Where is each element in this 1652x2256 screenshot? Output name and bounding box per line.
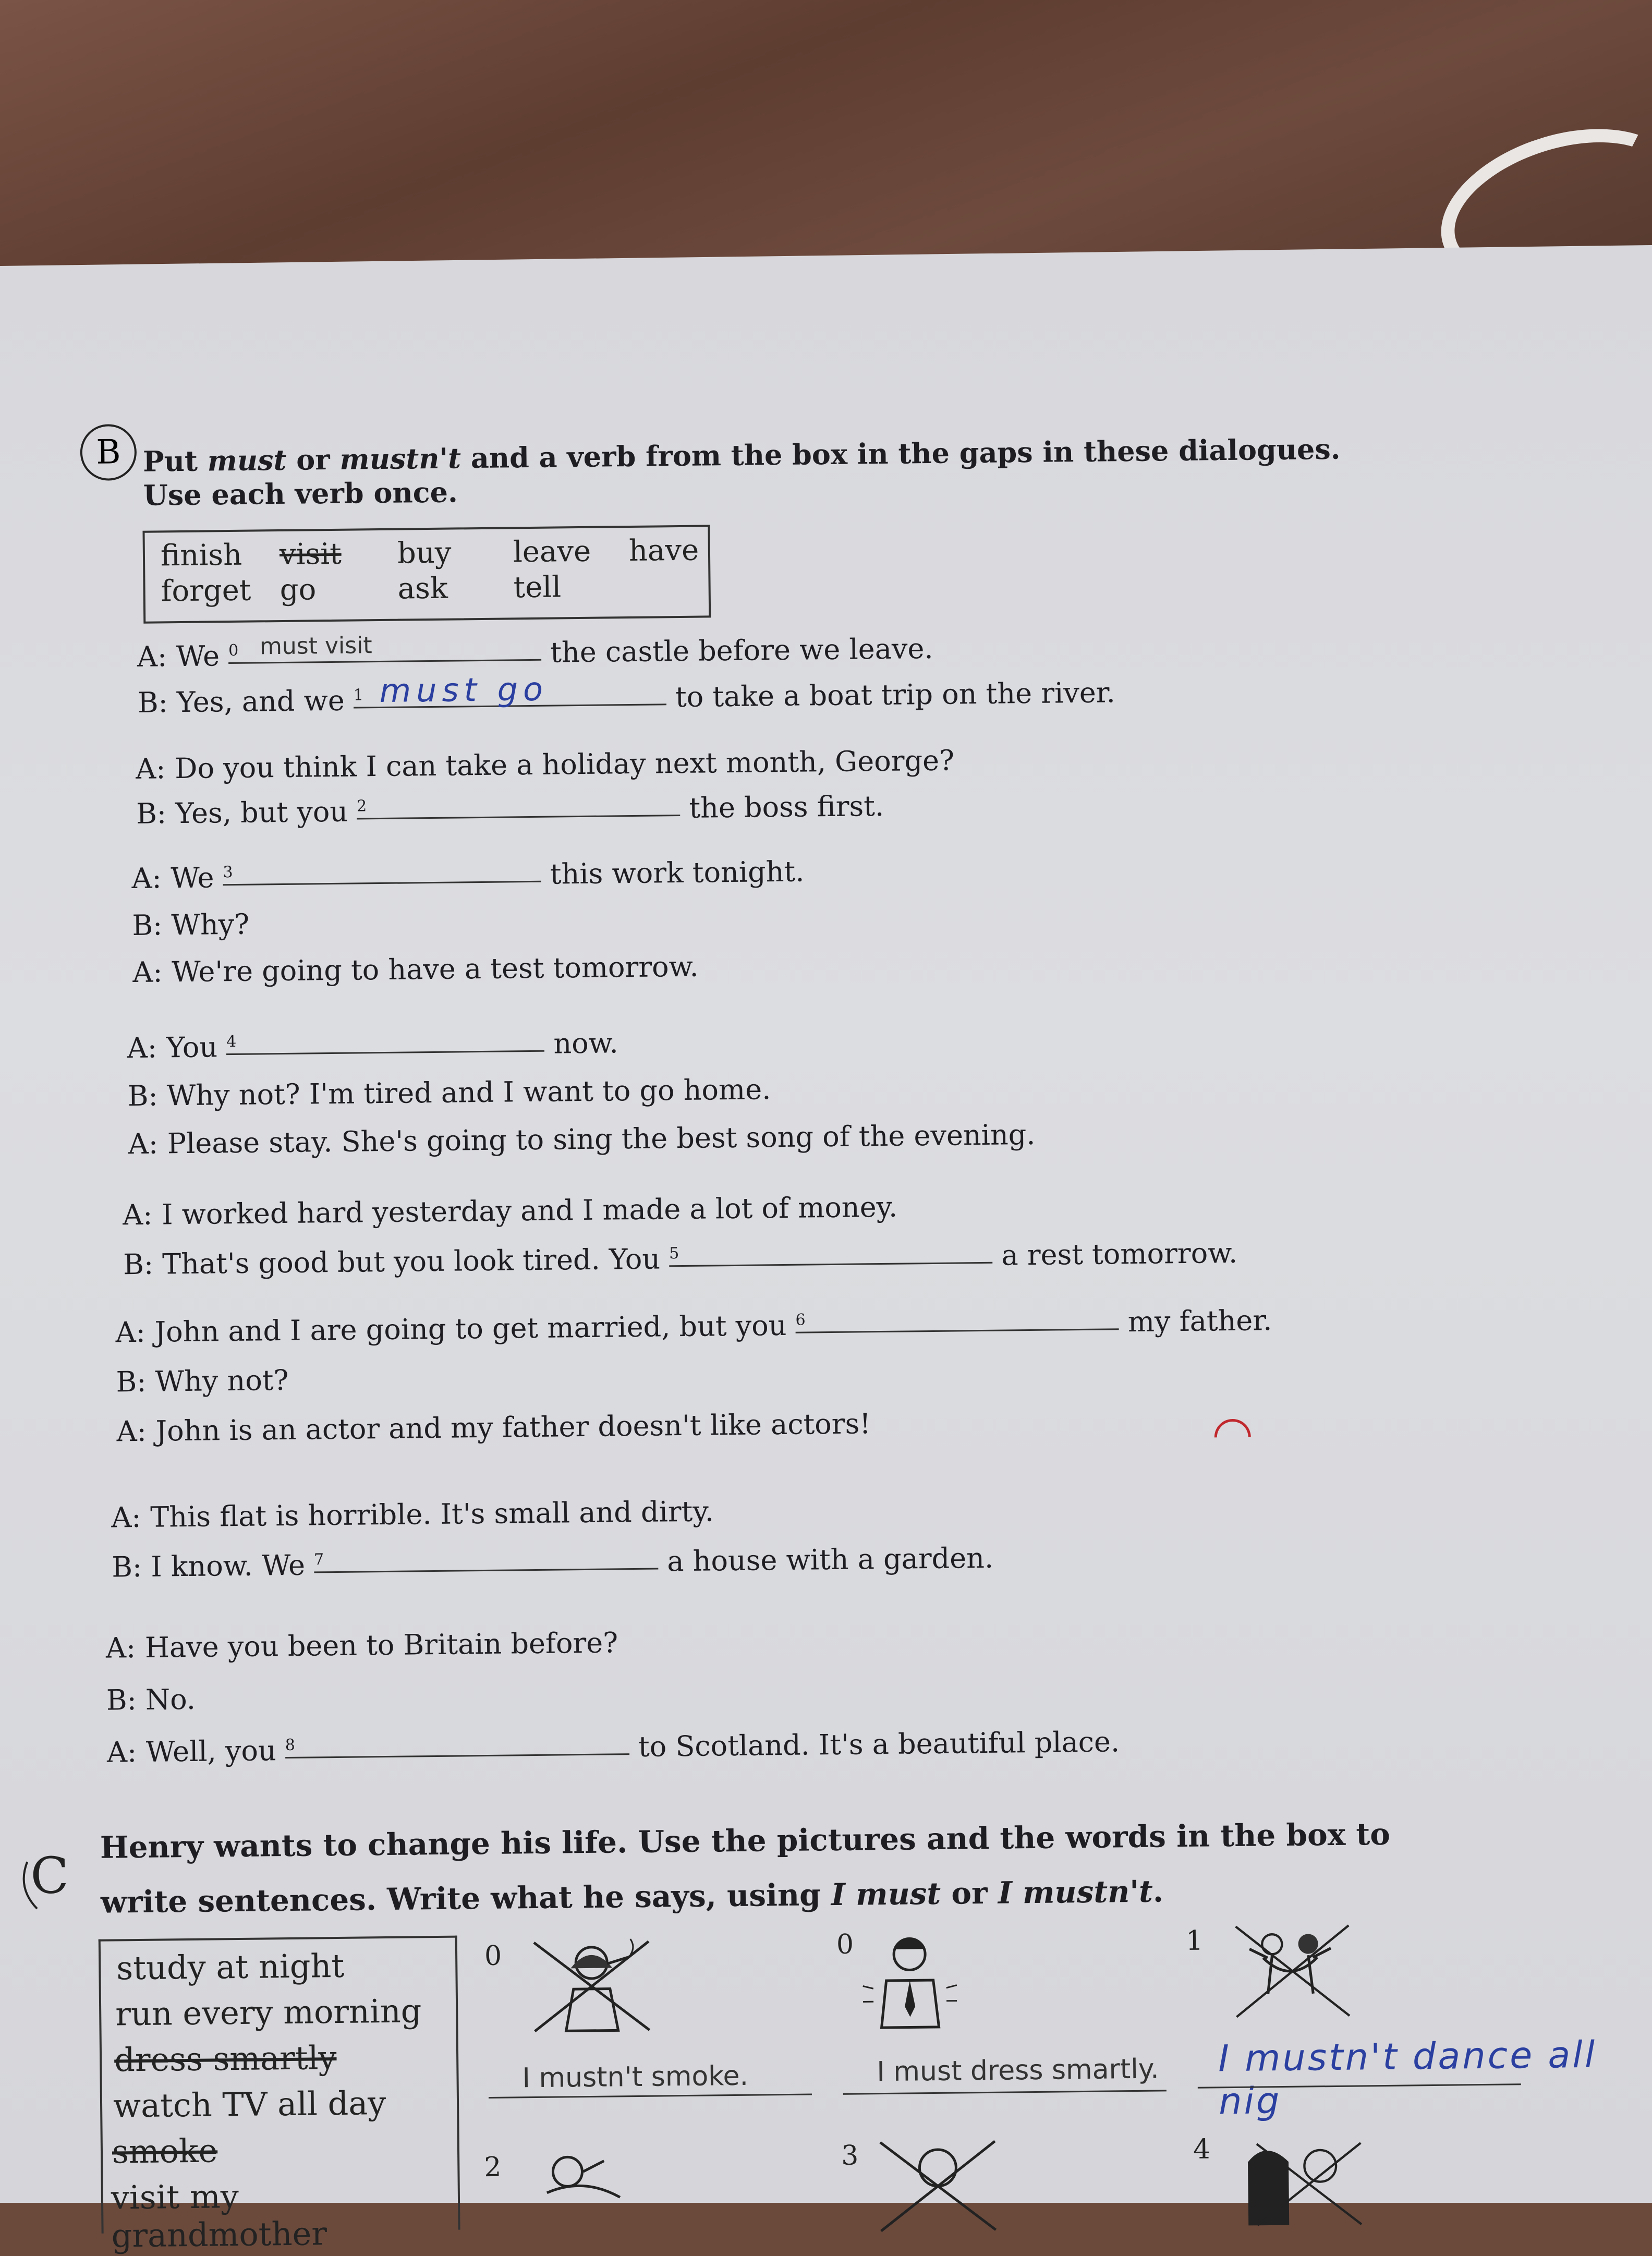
speaker: B: xyxy=(136,797,167,830)
picture-number: 1 xyxy=(1185,1925,1204,1957)
dialogue-line xyxy=(132,950,699,989)
word-box xyxy=(99,1936,460,2255)
speaker: A: xyxy=(116,1414,147,1448)
dialogue-text: Have you been to Britain before? xyxy=(144,1626,618,1664)
verb-struck: visit xyxy=(279,537,342,572)
verb-box xyxy=(142,525,711,623)
speaker: A: xyxy=(115,1315,146,1349)
dialogue-text: Well, you xyxy=(145,1734,277,1768)
dialogue-text: Why not? I'm tired and I want to go home. xyxy=(166,1073,771,1112)
svg-text:C: C xyxy=(30,1846,69,1906)
dialogue-text: You xyxy=(166,1030,218,1064)
dialogue-text: Why? xyxy=(171,907,250,942)
dialogue-line xyxy=(128,1118,1035,1160)
verb: tell xyxy=(513,570,562,605)
speaker: B: xyxy=(127,1079,159,1113)
dialogue-text: Do you think I can take a holiday next month, George? xyxy=(174,744,955,785)
dancing-people-crossed-icon xyxy=(1222,1919,1358,2024)
picture-number: 3 xyxy=(841,2140,859,2172)
picture-number: 0 xyxy=(836,1928,854,1960)
speaker: A: xyxy=(127,1031,157,1065)
printed-example-answer: must visit xyxy=(259,632,372,660)
dialogue-line xyxy=(106,1626,618,1664)
gap-field[interactable] xyxy=(314,1545,658,1573)
dialogue-line xyxy=(116,1407,871,1448)
picture-2-icon xyxy=(515,2140,652,2246)
gap-number: 4 xyxy=(226,1032,237,1051)
gap-number: 8 xyxy=(285,1736,296,1755)
picture-4-icon xyxy=(1230,2127,1366,2233)
gap-number: 2 xyxy=(356,797,367,816)
exercise-c-instruction-2: write sentences. Write what he says, using I must or I mustn't. xyxy=(100,1873,1164,1920)
verb: forget xyxy=(161,573,251,609)
speaker: A: xyxy=(122,1198,153,1232)
dialogue-text: now. xyxy=(553,1026,618,1060)
gap-field[interactable] xyxy=(795,1305,1119,1333)
dialogue-text: No. xyxy=(145,1682,196,1716)
dialogue-text: John and I are going to get married, but you xyxy=(154,1308,787,1349)
dialogue-line xyxy=(131,855,805,895)
dialogue-text: a house with a garden. xyxy=(666,1541,994,1578)
dialogue-text: Yes, and we xyxy=(176,684,345,719)
dialogue-line xyxy=(132,908,249,942)
dialogue-text: to take a boat trip on the river. xyxy=(675,676,1116,714)
exercise-b-label: B xyxy=(80,424,137,481)
dialogue-text: Why not? xyxy=(155,1363,289,1398)
dialogue-text: this work tonight. xyxy=(550,855,805,891)
speaker: B: xyxy=(123,1247,154,1281)
picture-number: 0 xyxy=(484,1940,502,1972)
answer-line xyxy=(489,2093,812,2098)
dialogue-line xyxy=(115,1304,1272,1349)
speaker: A: xyxy=(105,1631,136,1665)
dialogue-line xyxy=(106,1683,196,1717)
dialogue-text: I know. We xyxy=(150,1548,306,1583)
exercise-b-instruction-2: Use each verb once. xyxy=(143,475,458,512)
gap-field[interactable] xyxy=(223,858,541,886)
dialogue-line xyxy=(136,790,884,830)
verb: leave xyxy=(513,534,591,569)
dialogue-text: my father. xyxy=(1127,1304,1272,1339)
verb: ask xyxy=(397,571,448,606)
speaker: A: xyxy=(137,640,167,673)
dialogue-text: a rest tomorrow. xyxy=(1001,1236,1238,1272)
speaker: B: xyxy=(106,1683,137,1717)
dialogue-text: I worked hard yesterday and I made a lot of money. xyxy=(161,1190,898,1231)
gap-number: 6 xyxy=(795,1311,806,1329)
exercise-b-instruction: Put must or mustn't and a verb from the box in the gaps in these dialogues. xyxy=(142,432,1341,478)
dialogue-line xyxy=(127,1073,771,1112)
answer-line xyxy=(843,2090,1167,2094)
picture-number: 2 xyxy=(484,2151,502,2184)
picture-caption: I mustn't smoke. xyxy=(522,2060,749,2094)
handwritten-answer: must go xyxy=(379,670,549,710)
dialogue-line xyxy=(137,670,1116,719)
smart-man-icon xyxy=(842,1927,978,2033)
dialogue-text: Yes, but you xyxy=(175,795,348,830)
picture-caption: I must dress smartly. xyxy=(877,2053,1159,2088)
speaker: B: xyxy=(116,1365,147,1399)
picture-3-icon xyxy=(870,2131,1006,2237)
speaker: B: xyxy=(137,686,168,719)
gap-field[interactable] xyxy=(228,632,541,664)
gap-number: 3 xyxy=(223,863,233,882)
word-item: study at night xyxy=(116,1946,345,1987)
smoking-man-crossed-icon xyxy=(524,1931,660,2037)
gap-field[interactable] xyxy=(669,1239,992,1267)
dialogue-line xyxy=(137,632,933,673)
handwritten-answer: I mustn't dance all nig xyxy=(1218,2033,1597,2123)
dialogue-text: Please stay. She's going to sing the best song of the evening. xyxy=(167,1118,1036,1160)
gap-number: 7 xyxy=(313,1550,324,1569)
dialogue-text: We xyxy=(176,639,220,673)
exercise-c-instruction: Henry wants to change his life. Use the pictures and the words in the box to xyxy=(100,1816,1391,1865)
verb: buy xyxy=(397,536,452,571)
word-item-struck: smoke xyxy=(112,2131,218,2171)
word-item: visit my grandmother xyxy=(111,2177,327,2255)
gap-field[interactable] xyxy=(353,670,666,710)
gap-number: 1 xyxy=(353,686,364,705)
dialogue-line xyxy=(123,1191,898,1232)
dialogue-line xyxy=(116,1364,289,1398)
dialogue-text: This flat is horrible. It's small and dirty. xyxy=(150,1495,714,1534)
verb: have xyxy=(628,533,699,568)
speaker: A: xyxy=(135,752,166,785)
verb: go xyxy=(280,573,317,608)
word-item: watch TV all day xyxy=(113,2084,386,2125)
word-item-struck: dress smartly xyxy=(114,2039,337,2079)
dialogue-line xyxy=(127,1026,618,1064)
speaker: A: xyxy=(128,1127,159,1161)
speaker: A: xyxy=(106,1736,137,1769)
exercise-c-label xyxy=(21,1846,74,1914)
dialogue-line xyxy=(123,1236,1238,1281)
word-item: run every morning xyxy=(115,1992,422,2033)
speaker: A: xyxy=(131,862,162,895)
dialogue-text: We're going to have a test tomorrow. xyxy=(171,950,699,989)
gap-field[interactable] xyxy=(357,792,680,819)
dialogue-text: the boss first. xyxy=(689,789,884,824)
gap-number: 5 xyxy=(669,1244,679,1263)
gap-number: 0 xyxy=(228,641,239,660)
dialogue-text: to Scotland. It's a beautiful place. xyxy=(638,1725,1120,1763)
speaker: B: xyxy=(132,908,163,942)
speaker: B: xyxy=(111,1550,142,1584)
dialogue-text: That's good but you look tired. You xyxy=(162,1242,661,1281)
dialogue-line xyxy=(107,1725,1120,1768)
dialogue-line xyxy=(111,1495,714,1534)
dialogue-text: We xyxy=(171,861,214,895)
speaker: A: xyxy=(111,1500,141,1534)
dialogue-line xyxy=(112,1542,993,1584)
gap-field[interactable] xyxy=(285,1730,629,1758)
speaker: A: xyxy=(132,955,163,989)
picture-number: 4 xyxy=(1193,2133,1211,2165)
dialogue-line xyxy=(136,744,954,785)
dialogue-text: John is an actor and my father doesn't like actors! xyxy=(155,1407,871,1448)
verb: finish xyxy=(160,538,242,573)
gap-field[interactable] xyxy=(226,1027,544,1055)
red-pen-mark xyxy=(1207,1411,1258,1463)
dialogue-text: the castle before we leave. xyxy=(550,632,933,669)
